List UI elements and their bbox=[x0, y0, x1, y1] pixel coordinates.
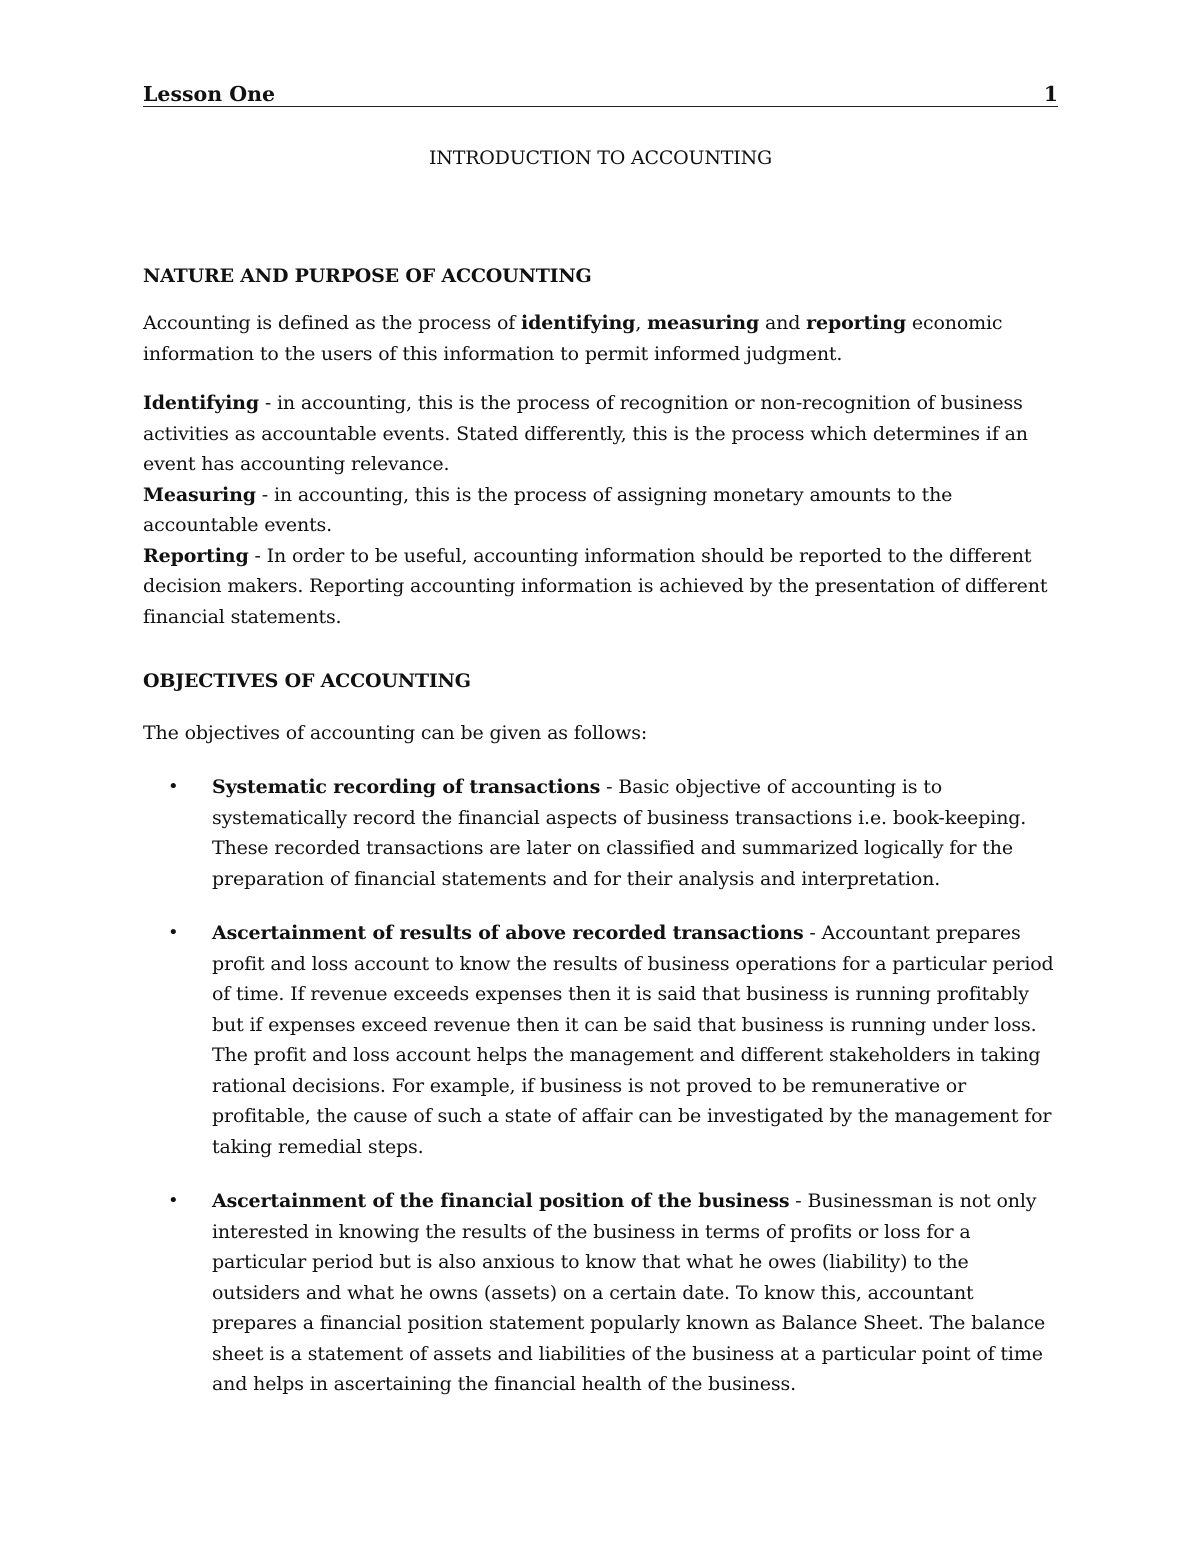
bullet-icon: • bbox=[168, 1190, 179, 1211]
list-item-title: Systematic recording of transactions bbox=[212, 776, 601, 798]
list-item-title: Ascertainment of results of above recorded transactions bbox=[212, 922, 804, 944]
term-paragraph-reporting bbox=[143, 541, 1061, 633]
term-label: Measuring bbox=[143, 483, 256, 506]
term-description: - in accounting, this is the process of recognition or non-recognition of business activities as accountable events. Stated differently, this is the process which determines if an event has accounting relevance. bbox=[143, 392, 1028, 475]
bullet-icon: • bbox=[168, 922, 179, 943]
definition-text-4: economic information to the users of this information to permit informed judgment. bbox=[143, 312, 1003, 365]
definition-text-1: Accounting is defined as the process of bbox=[143, 312, 522, 334]
section-heading-nature: NATURE AND PURPOSE OF ACCOUNTING bbox=[143, 265, 592, 287]
definition-term-reporting: reporting bbox=[806, 312, 906, 334]
term-paragraph-identifying bbox=[143, 388, 1061, 480]
term-label: Identifying bbox=[143, 392, 259, 414]
running-header bbox=[143, 80, 1058, 107]
list-item-text bbox=[212, 772, 1062, 894]
definition-text-2: , bbox=[635, 312, 648, 334]
list-item-body: - Businessman is not only interested in knowing the results of the business in terms of profits or loss for a particular period but is also anxious to know that what he owes (liability) to the outsiders and what he owns (assets) on a certain date. To know this, accountant prepares a financial position statement popularly known as Balance Sheet. The balance sheet is a statement of assets and liabilities of the business at a particular point of time and helps in ascertaining the financial health of the business. bbox=[212, 1190, 1046, 1395]
list-item-text bbox=[212, 918, 1062, 1162]
definition-paragraph bbox=[143, 308, 1061, 369]
term-paragraph-measuring bbox=[143, 480, 1061, 541]
list-item-body: - Accountant prepares profit and loss account to know the results of business operations for a particular period of time. If revenue exceeds expenses then it is said that business is running profitably but if expenses exceed revenue then it can be said that business is running under loss. The profit and loss account helps the management and different stakeholders in taking rational decisions. For example, if business is not proved to be remunerative or profitable, the cause of such a state of affair can be investigated by the management for taking remedial steps. bbox=[212, 922, 1054, 1158]
term-description: - In order to be useful, accounting information should be reported to the different decision makers. Reporting accounting information is achieved by the presentation of different financial statements. bbox=[143, 544, 1048, 628]
lesson-label: Lesson One bbox=[143, 82, 276, 106]
list-item-title: Ascertainment of the financial position of the business bbox=[212, 1190, 790, 1212]
section-heading-objectives: OBJECTIVES OF ACCOUNTING bbox=[143, 670, 471, 692]
list-item-body: - Basic objective of accounting is to systematically record the financial aspects of business transactions i.e. book-keeping. These recorded transactions are later on classified and summarized logically for the preparation of financial statements and for their analysis and interpretation. bbox=[212, 776, 1027, 890]
terms-block bbox=[143, 388, 1061, 632]
page-title: INTRODUCTION TO ACCOUNTING bbox=[429, 147, 772, 169]
definition-text-3: and bbox=[759, 312, 807, 334]
term-description: - in accounting, this is the process of assigning monetary amounts to the accountable events. bbox=[143, 483, 953, 536]
definition-term-measuring: measuring bbox=[647, 312, 760, 334]
document-page bbox=[143, 0, 1060, 1553]
bullet-icon: • bbox=[168, 776, 179, 797]
list-item-text bbox=[212, 1186, 1062, 1400]
definition-term-identifying: identifying bbox=[521, 312, 636, 334]
term-label: Reporting bbox=[143, 544, 249, 567]
objectives-intro: The objectives of accounting can be given as follows: bbox=[143, 722, 648, 744]
page-number: 1 bbox=[1043, 82, 1058, 106]
